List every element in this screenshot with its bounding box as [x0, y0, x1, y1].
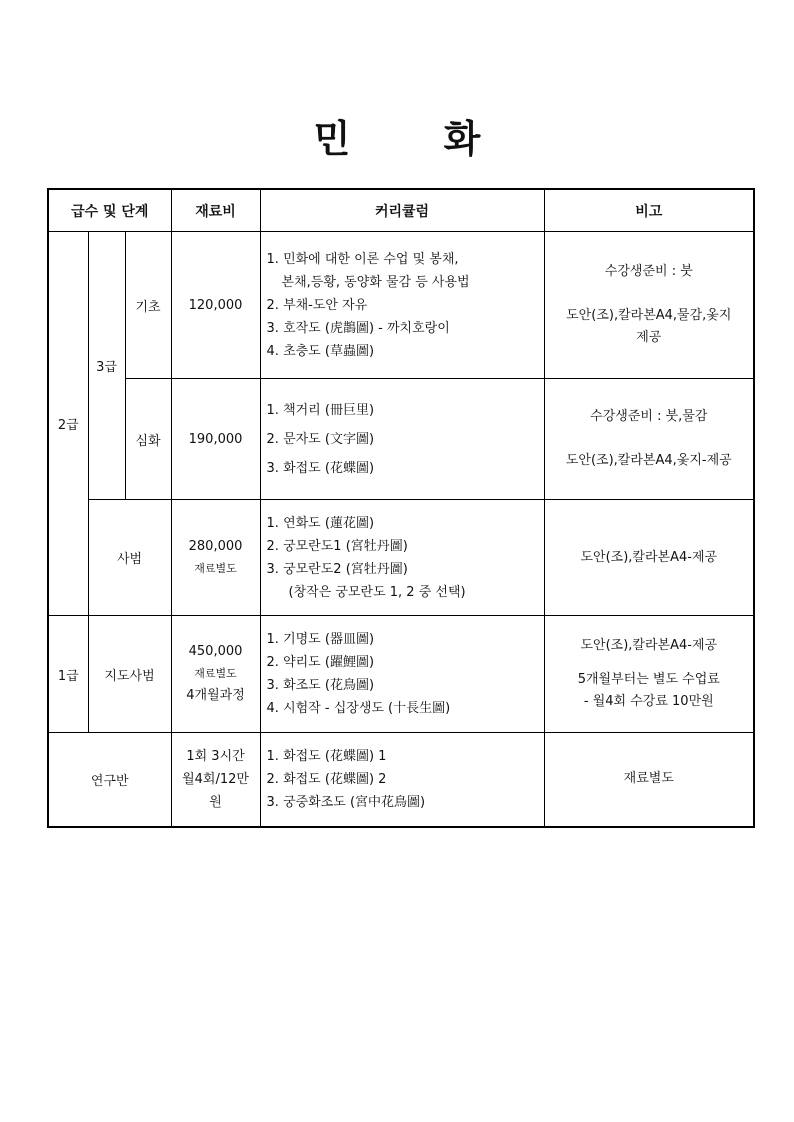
stage-deep: 심화	[125, 379, 171, 500]
fee-research	[171, 733, 260, 827]
note-instructor	[544, 616, 754, 733]
fee-note: 재료별도	[194, 561, 237, 575]
stage-sabeom: 사범	[88, 500, 171, 616]
note-basic	[544, 232, 754, 379]
note-deep	[544, 379, 754, 500]
note-line: 수강생준비 : 붓	[604, 264, 693, 279]
note-line: 도안(조),칼라본A4,물감,옻지	[566, 308, 732, 323]
note-line: 도안(조),칼라본A4,옻지-제공	[565, 453, 732, 468]
fee-note: 재료별도	[194, 667, 237, 680]
list-item: 1. 책거리 (冊巨里)	[266, 402, 375, 418]
list-item: (창작은 궁모란도 1, 2 중 선택)	[288, 584, 466, 600]
list-item: 2. 화접도 (花蝶圖) 2	[266, 771, 387, 787]
list-item: 2. 약리도 (躍鯉圖)	[266, 655, 375, 670]
header-note: 비고	[544, 189, 754, 232]
stage-instructor: 지도사범	[88, 616, 171, 733]
page-title: 민 화	[313, 117, 521, 161]
fee-line: 월4회/12만	[182, 771, 249, 787]
fee-instructor	[171, 616, 260, 733]
stage-research: 연구반	[48, 733, 171, 827]
curriculum-deep	[260, 379, 544, 500]
stage-basic: 기초	[125, 232, 171, 379]
list-item: 2. 문자도 (文字圖)	[266, 431, 375, 447]
list-item: 3. 화접도 (花蝶圖)	[266, 460, 375, 476]
fee-line: 1회 3시간	[186, 748, 245, 764]
note-line: 5개월부터는 별도 수업료	[577, 672, 720, 687]
note-research: 재료별도	[544, 733, 754, 827]
table-header-row	[48, 189, 754, 232]
curriculum-instructor	[260, 616, 544, 733]
list-item: 1. 기명도 (器皿圖)	[266, 632, 375, 647]
curriculum-basic	[260, 232, 544, 379]
fee-value: 280,000	[188, 538, 243, 554]
list-item: 4. 초충도 (草蟲圖)	[266, 343, 375, 359]
list-item: 3. 궁중화조도 (宮中花鳥圖)	[266, 794, 426, 810]
grade1-label: 1급	[48, 616, 88, 733]
list-item: 1. 연화도 (蓮花圖)	[266, 515, 375, 531]
note-line: - 월4회 수강료 10만원	[583, 694, 714, 709]
grade2-label: 2급	[48, 232, 88, 616]
fee-sabeom	[171, 500, 260, 616]
list-item: 2. 궁모란도1 (宮牡丹圖)	[266, 538, 408, 554]
grade3-label: 3급	[88, 232, 125, 500]
list-item: 3. 호작도 (虎鵲圖) - 까치호랑이	[266, 320, 450, 336]
header-fee: 재료비	[171, 189, 260, 232]
table-row	[48, 232, 754, 379]
fee-value: 450,000	[188, 644, 243, 659]
list-item: 1. 민화에 대한 이론 수업 및 봉채,	[266, 251, 459, 267]
list-item: 3. 화조도 (花鳥圖)	[266, 678, 375, 693]
curriculum-table	[47, 188, 755, 828]
list-item: 3. 궁모란도2 (宮牡丹圖)	[266, 561, 408, 577]
table-row	[48, 733, 754, 827]
note-line: 수강생준비 : 붓,물감	[590, 409, 708, 424]
curriculum-sabeom	[260, 500, 544, 616]
list-item: 2. 부채-도안 자유	[266, 297, 368, 313]
fee-deep: 190,000	[171, 379, 260, 500]
fee-basic: 120,000	[171, 232, 260, 379]
note-line: 도안(조),칼라본A4-제공	[580, 638, 718, 653]
note-sabeom: 도안(조),칼라본A4-제공	[544, 500, 754, 616]
note-line: 제공	[636, 330, 662, 345]
header-curriculum: 커리큘럼	[260, 189, 544, 232]
table-row	[48, 500, 754, 616]
fee-period: 4개월과정	[186, 688, 245, 703]
fee-line: 원	[209, 794, 222, 810]
list-item: 1. 화접도 (花蝶圖) 1	[266, 748, 387, 764]
list-item: 본채,등황, 동양화 물감 등 사용법	[281, 274, 470, 290]
list-item: 4. 시험작 - 십장생도 (十長生圖)	[266, 701, 451, 716]
header-stage: 급수 및 단계	[48, 189, 171, 232]
curriculum-research	[260, 733, 544, 827]
table-row	[48, 379, 754, 500]
table-row	[48, 616, 754, 733]
